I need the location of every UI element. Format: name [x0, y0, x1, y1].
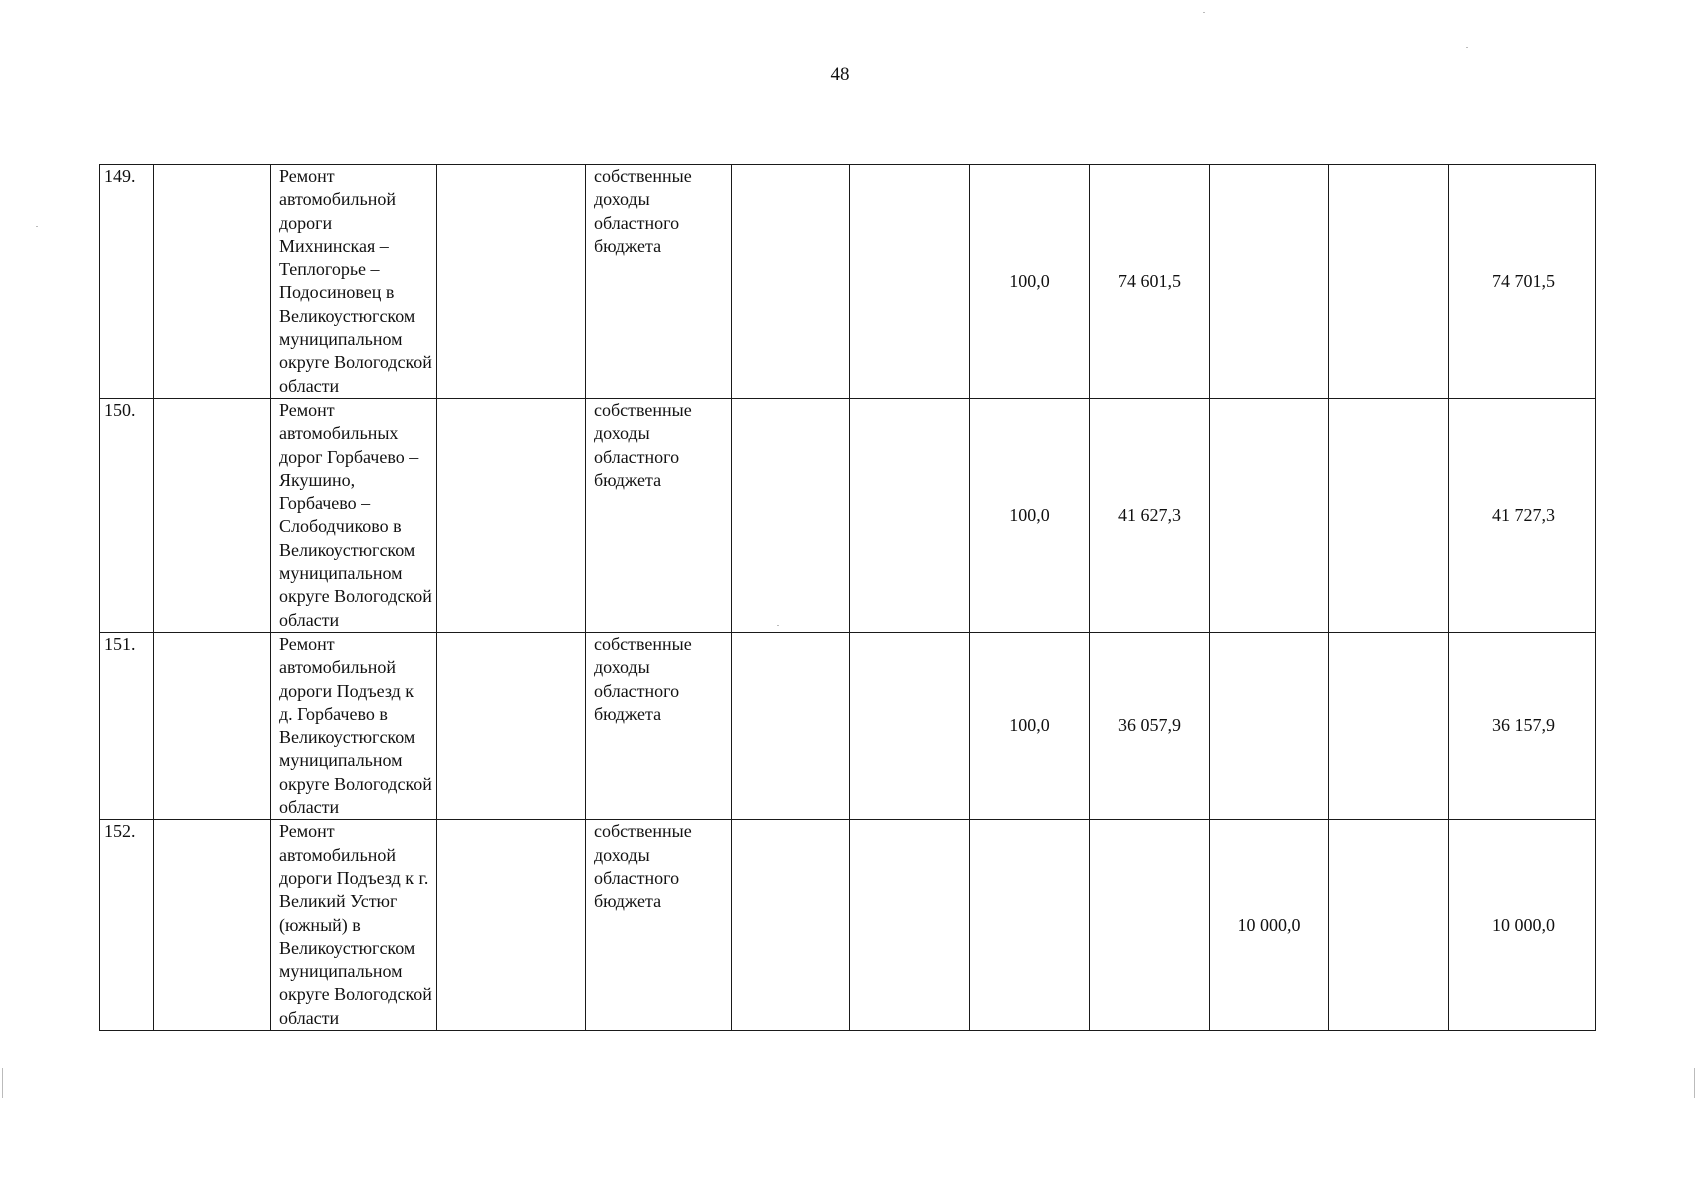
empty-cell — [732, 165, 850, 399]
table-row — [100, 165, 1596, 399]
object-name-cell: Ремонт автомобильной дороги Подъезд к г. Великий Устюг (южный) в Великоустюгском муниципальном округе Вологодской области — [271, 820, 437, 1031]
value-cell: 100,0 — [970, 165, 1090, 399]
value-cell: 100,0 — [970, 632, 1090, 819]
table-row — [100, 632, 1596, 819]
scan-artifact — [2, 1068, 3, 1098]
empty-cell — [732, 632, 850, 819]
empty-cell — [850, 398, 970, 632]
row-index: 150. — [100, 398, 154, 632]
empty-cell — [732, 398, 850, 632]
value-cell — [970, 820, 1090, 1031]
empty-cell — [850, 165, 970, 399]
empty-cell — [437, 398, 586, 632]
total-cell: 10 000,0 — [1449, 820, 1596, 1031]
scan-artifact — [777, 625, 779, 626]
empty-cell — [154, 820, 271, 1031]
funding-source-cell: собственные доходы областного бюджета — [586, 632, 732, 819]
scan-artifact — [1694, 1068, 1695, 1098]
empty-cell — [732, 820, 850, 1031]
table-row — [100, 820, 1596, 1031]
value-cell: 10 000,0 — [1210, 820, 1329, 1031]
value-cell: 74 601,5 — [1090, 165, 1210, 399]
empty-cell — [1329, 398, 1449, 632]
empty-cell — [850, 632, 970, 819]
funding-source-cell: собственные доходы областного бюджета — [586, 165, 732, 399]
empty-cell — [1329, 165, 1449, 399]
funding-source-cell: собственные доходы областного бюджета — [586, 820, 732, 1031]
table-row — [100, 398, 1596, 632]
value-cell: 36 057,9 — [1090, 632, 1210, 819]
empty-cell — [1329, 632, 1449, 819]
empty-cell — [437, 820, 586, 1031]
empty-cell — [154, 165, 271, 399]
total-cell: 36 157,9 — [1449, 632, 1596, 819]
row-index: 151. — [100, 632, 154, 819]
empty-cell — [437, 632, 586, 819]
value-cell — [1210, 398, 1329, 632]
object-name-cell: Ремонт автомобильной дороги Подъезд к д. Горбачево в Великоустюгском муниципальном округе Вологодской области — [271, 632, 437, 819]
empty-cell — [850, 820, 970, 1031]
scan-artifact — [1466, 47, 1468, 48]
value-cell — [1210, 632, 1329, 819]
total-cell: 74 701,5 — [1449, 165, 1596, 399]
object-name-cell: Ремонт автомобильных дорог Горбачево – Якушино, Горбачево – Слободчиково в Великоустюгском муниципальном округе Вологодской области — [271, 398, 437, 632]
object-name-cell: Ремонт автомобильной дороги Михнинская – Теплогорье – Подосиновец в Великоустюгском муниципальном округе Вологодской области — [271, 165, 437, 399]
empty-cell — [1329, 820, 1449, 1031]
row-index: 149. — [100, 165, 154, 399]
value-cell: 41 627,3 — [1090, 398, 1210, 632]
budget-table — [99, 164, 1596, 1031]
scan-artifact — [1203, 12, 1205, 13]
funding-source-cell: собственные доходы областного бюджета — [586, 398, 732, 632]
scan-artifact — [36, 226, 38, 227]
row-index: 152. — [100, 820, 154, 1031]
page-number: 48 — [830, 64, 850, 85]
value-cell — [1210, 165, 1329, 399]
empty-cell — [154, 398, 271, 632]
empty-cell — [154, 632, 271, 819]
total-cell: 41 727,3 — [1449, 398, 1596, 632]
empty-cell — [437, 165, 586, 399]
value-cell — [1090, 820, 1210, 1031]
value-cell: 100,0 — [970, 398, 1090, 632]
